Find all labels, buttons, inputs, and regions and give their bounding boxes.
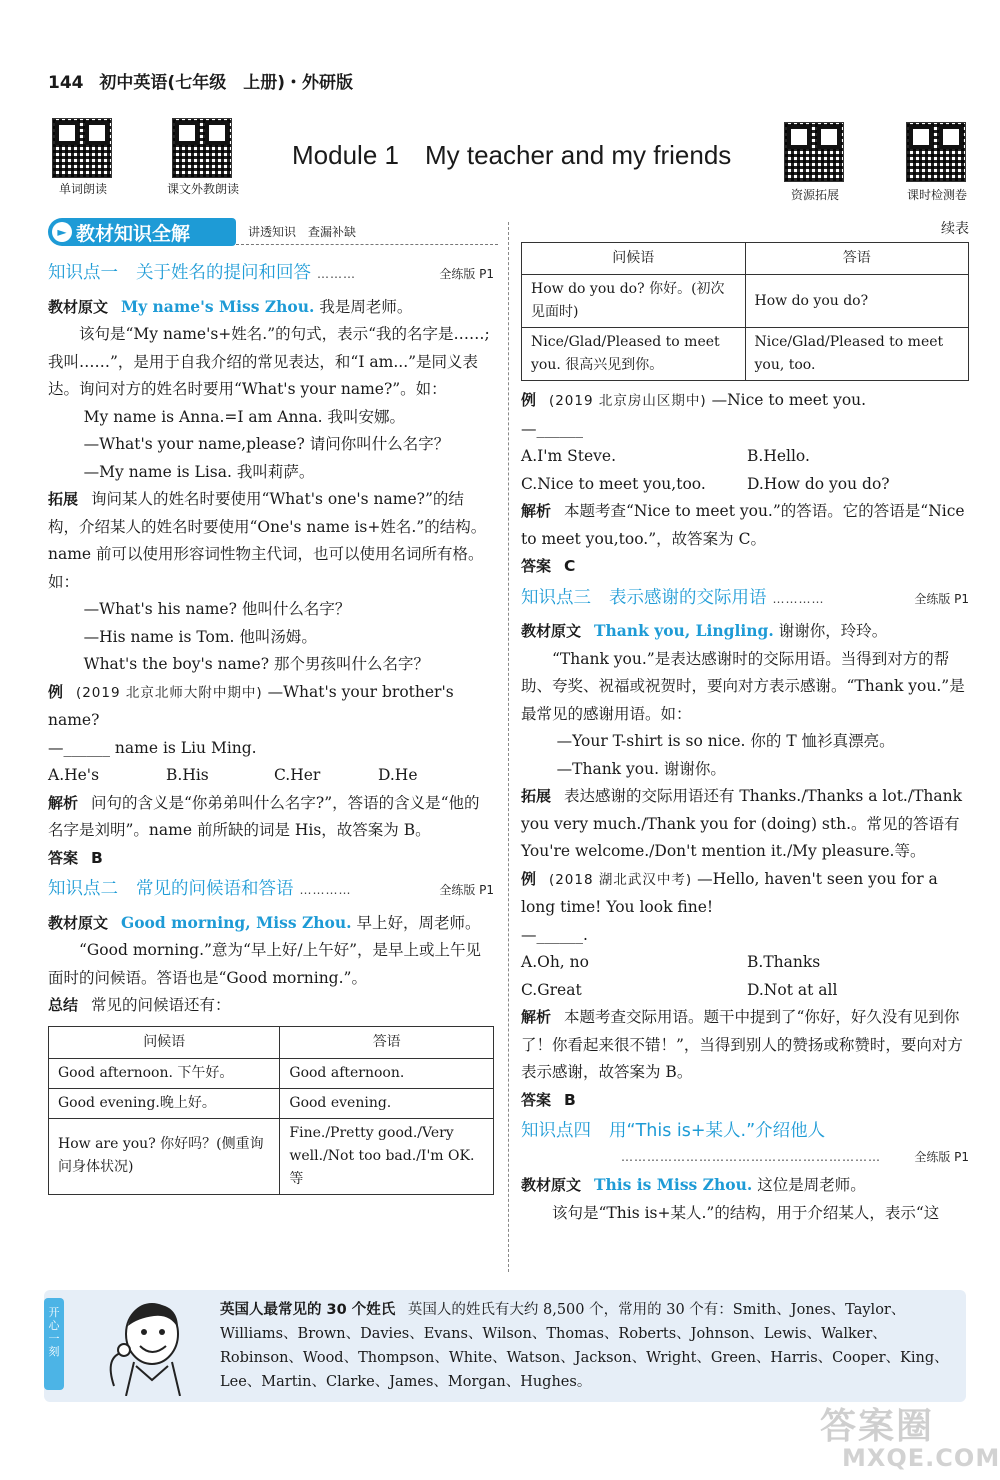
- cont-options-row2: [521, 471, 969, 499]
- table-header-greeting: 问候语: [522, 243, 746, 275]
- kp4-orig-cn: 这位是周老师。: [757, 1176, 866, 1194]
- table-row: [49, 1118, 494, 1194]
- kp2-label: 知识点二: [48, 879, 118, 899]
- kp1-extension: [48, 486, 494, 596]
- kp1-ex1: My name is Anna.=I am Anna. 我叫安娜。: [83, 407, 406, 426]
- kp1-analysis-tag: 解析: [48, 793, 79, 812]
- cont-answer: [521, 553, 969, 581]
- table-cell: Good afternoon.: [280, 1058, 494, 1088]
- kp2-ref: 全练版 P1: [439, 883, 494, 897]
- watermark-logo: 答案圈: [820, 1406, 935, 1447]
- cont-option-b: B.Hello.: [747, 447, 810, 465]
- tip-text: [220, 1298, 960, 1394]
- cont-q-blank: —______: [521, 419, 583, 438]
- watermark-url: MXQE.COM: [842, 1444, 1000, 1472]
- section-banner: [48, 218, 498, 246]
- table-header-row: [522, 243, 969, 275]
- cont-analysis-tag: 解析: [521, 502, 552, 520]
- column-divider: [508, 222, 509, 1272]
- kp3-option-b: B.Thanks: [747, 953, 821, 971]
- kp1-option-b: B.His: [166, 766, 209, 784]
- banner-title: 教材知识全解: [76, 223, 191, 245]
- tip-tab-label: 开心一刻: [48, 1306, 60, 1358]
- table-cell: Good evening.晚上好。: [49, 1088, 280, 1118]
- kp3-answer-value: B: [563, 1090, 576, 1109]
- kp2-summary-tag: 总结: [48, 996, 79, 1014]
- cont-option-c: C.Nice to meet you,too.: [521, 474, 706, 493]
- kp1-analysis: [48, 790, 494, 845]
- kp4-heading: [521, 1118, 969, 1146]
- cont-analysis: [521, 498, 969, 553]
- kp4-title: 用“This is+某人.”介绍他人: [609, 1121, 826, 1141]
- kp2-dots: …………: [299, 883, 352, 897]
- qr-code-resource[interactable]: [784, 122, 844, 182]
- right-column: [521, 218, 969, 1227]
- kp3-ex1: —Your T-shirt is so nice. 你的 T 恤衫真漂亮。: [556, 732, 895, 750]
- table-cell: Fine./Pretty good./Very well./Not too bad./I'm OK.等: [280, 1118, 494, 1194]
- kp1-orig-en: My name's Miss Zhou.: [120, 296, 315, 316]
- kp1-heading: [48, 260, 494, 289]
- qr-code-vocab[interactable]: [52, 118, 112, 178]
- cont-analysis-text: 本题考查“Nice to meet you.”的答语。它的答语是“Nice to meet you,too.”，故答案为 C。: [521, 502, 965, 548]
- kp3-answer-tag: 答案: [521, 1090, 552, 1109]
- greeting-table: [48, 1026, 494, 1195]
- qr-label-vocab: 单词朗读: [58, 182, 107, 196]
- qr-label-text: 课文外教朗读: [166, 182, 239, 196]
- kp1-answer-value: B: [90, 848, 103, 867]
- table-cell: Nice/Glad/Pleased to meet you. 很高兴见到你。: [522, 328, 746, 381]
- kp2-summary: [48, 992, 494, 1020]
- kp2-orig-en: Good morning, Miss Zhou.: [120, 912, 352, 932]
- kp3-orig-cn: 谢谢你，玲玲。: [778, 622, 888, 640]
- kp4-orig-en: This is Miss Zhou.: [593, 1175, 753, 1194]
- table-row: [522, 275, 969, 328]
- kp2-orig-cn: 早上好，周老师。: [356, 913, 481, 932]
- kp3-heading: [521, 585, 969, 614]
- kp4-orig-tag: 教材原文: [521, 1176, 582, 1194]
- left-column: [48, 256, 494, 1201]
- kp1-original: [48, 293, 494, 322]
- kp1-q-src: (2019 北京北师大附中期中): [75, 684, 263, 701]
- kp1-q-text: —What's your brother's name?: [48, 682, 454, 729]
- kp2-orig-tag: 教材原文: [48, 913, 109, 932]
- kp3-analysis: [521, 1004, 969, 1087]
- cont-q-tag: 例: [521, 391, 537, 409]
- table-cell: Good evening.: [280, 1088, 494, 1118]
- tip-tab: [44, 1298, 64, 1390]
- kp2-title: 常见的问候语和答语: [136, 879, 294, 899]
- cont-question: [521, 387, 969, 416]
- kp3-orig-tag: 教材原文: [521, 622, 582, 640]
- kp3-q-text: —Hello, haven't seen you for a long time! You look fine!: [521, 869, 938, 916]
- kp1-orig-cn: 我是周老师。: [319, 297, 413, 316]
- kp2-original: [48, 909, 494, 938]
- qr-label-resource: 资源拓展: [790, 188, 839, 202]
- kp1-ex4: —What's his name? 他叫什么名字？: [83, 600, 351, 618]
- table-row: [49, 1058, 494, 1088]
- table-cell: How do you do?: [745, 275, 969, 328]
- table-row: [49, 1088, 494, 1118]
- kp1-q-blank: —______ name is Liu Ming.: [48, 738, 257, 757]
- table-cell: How are you? 你好吗？(侧重询问身体状况): [49, 1118, 280, 1194]
- kp4-sub: [521, 1144, 969, 1172]
- kp3-answer: [521, 1087, 969, 1115]
- speaker-icon: ►: [52, 222, 72, 242]
- page-header: [48, 68, 353, 93]
- kp1-explain: 该句是“My name's+姓名.”的句式，表示“我的名字是……;我叫……”，是用于自我介绍的常见表达，和“I am...”是同义表达。询问对方的姓名时要用“What's your name?”。如：: [48, 325, 490, 398]
- kp4-explain: 该句是“This is+某人.”的结构，用于介绍某人，表示“这: [552, 1203, 940, 1222]
- cont-q-text: —Nice to meet you.: [711, 391, 867, 409]
- kp1-ex5: —His name is Tom. 他叫汤姆。: [83, 627, 317, 646]
- kp1-option-c: C.Her: [274, 766, 321, 784]
- kp3-title: 表示感谢的交际用语: [609, 587, 767, 608]
- kp3-analysis-tag: 解析: [521, 1008, 552, 1026]
- kp1-label: 知识点一: [48, 263, 118, 283]
- cont-answer-tag: 答案: [521, 557, 552, 575]
- qr-code-text[interactable]: [172, 118, 232, 178]
- kp4-original: [521, 1171, 969, 1200]
- book-title: 初中英语(七年级 上册)・外研版: [99, 73, 353, 93]
- kp3-extension: [521, 783, 969, 866]
- banner-pill: [48, 218, 236, 246]
- kp3-q-src: (2018 湖北武汉中考): [548, 871, 693, 888]
- table-cell: Good afternoon. 下午好。: [49, 1058, 280, 1088]
- kp4-ref: 全练版 P1: [914, 1149, 969, 1164]
- kp1-analysis-text: 问句的含义是“你弟弟叫什么名字?”，答语的含义是“他的名字是刘明”。name 前所缺的词是 His，故答案为 B。: [48, 793, 480, 839]
- banner-subtitle: 讲透知识 查漏补缺: [248, 225, 357, 239]
- kp3-orig-en: Thank you, Lingling.: [593, 621, 774, 640]
- cont-option-d: D.How do you do?: [747, 474, 890, 493]
- tip-title: 英国人最常见的 30 个姓氏: [220, 1302, 396, 1318]
- kp1-orig-tag: 教材原文: [48, 297, 109, 316]
- qr-code-test[interactable]: [906, 122, 966, 182]
- kp1-option-d: D.He: [378, 766, 418, 784]
- kp3-dots: …………: [772, 591, 825, 606]
- kp1-ref: 全练版 P1: [439, 267, 494, 281]
- kp3-original: [521, 617, 969, 646]
- kp1-option-a: A.He's: [48, 766, 100, 784]
- table-header-reply: 答语: [280, 1026, 494, 1058]
- kp3-ext: 表达感谢的交际用语还有 Thanks./Thanks a lot./Thank you very much./Thank you for (doing) sth.。常见的答语有 You're welcome./Don't mention it./My pleasure.等。: [521, 787, 963, 860]
- kp1-dots: ………: [317, 267, 356, 281]
- table-row: [522, 328, 969, 381]
- cont-options-row1: [521, 443, 969, 471]
- kp3-ex2: —Thank you. 谢谢你。: [556, 759, 726, 778]
- tip-body: 英国人的姓氏有大约 8,500 个，常用的 30 个有：Smith、Jones、Taylor、Williams、Brown、Davies、Evans、Wilson、Thomas、Roberts、Johnson、Lewis、Walker、Robinson、Wood、Thompson、White、Watson、Jackson、Wright、Green、Harris、Cooper、King、Lee、Martin、Clarke、James、Morgan、Hughes。: [220, 1302, 949, 1390]
- kp3-options-row2: [521, 977, 969, 1005]
- kp1-answer: [48, 845, 494, 873]
- kp2-summary-text: 常见的问候语还有：: [90, 996, 231, 1014]
- kp4-dots: ……………………………………………………: [621, 1149, 881, 1164]
- banner-underline: [236, 244, 498, 245]
- kp1-ex2: —What's your name,please? 请问你叫什么名字？: [83, 435, 450, 453]
- continued-label: 续表: [941, 221, 969, 237]
- cont-answer-value: C: [563, 557, 576, 575]
- table-cell: How do you do? 你好。(初次见面时): [522, 275, 746, 328]
- kp1-title: 关于姓名的提问和回答: [136, 263, 311, 283]
- kp2-explain: “Good morning.”意为“早上好/上午好”，是早上或上午见面时的问候语。答语也是“Good morning.”。: [48, 941, 482, 987]
- kp3-q-blank: —______.: [521, 925, 588, 944]
- kp1-answer-tag: 答案: [48, 848, 79, 867]
- table-header-greeting: 问候语: [49, 1026, 280, 1058]
- kp1-ex3: —My name is Lisa. 我叫莉萨。: [83, 462, 315, 481]
- table-header-reply: 答语: [745, 243, 969, 275]
- kp3-ext-tag: 拓展: [521, 787, 552, 805]
- kp3-question: [521, 866, 969, 922]
- module-title: Module 1 My teacher and my friends: [292, 140, 732, 170]
- kp3-q-tag: 例: [521, 869, 537, 888]
- kp3-option-d: D.Not at all: [747, 980, 838, 999]
- kp1-ext: 询问某人的姓名时要使用“What's one's name?”的结构，介绍某人的姓名时要使用“One's name is+姓名.”的结构。name 前可以使用形容词性物主代词，也可以使用名词所有格。如：: [48, 490, 487, 591]
- kp1-options: [48, 762, 494, 790]
- page-number: 144: [48, 73, 84, 93]
- watermark: [800, 1398, 1000, 1474]
- kp3-option-a: A.Oh, no: [521, 953, 589, 971]
- kp1-question: [48, 679, 494, 735]
- kp3-option-c: C.Great: [521, 980, 582, 999]
- kp3-label: 知识点三: [521, 587, 591, 608]
- greeting-table-continued: [521, 242, 969, 381]
- kp1-ext-tag: 拓展: [48, 490, 79, 508]
- qr-label-test: 课时检测卷: [906, 188, 967, 202]
- kp3-explain: “Thank you.”是表达感谢时的交际用语。当得到对方的帮助、夸奖、祝福或祝贺时，要向对方表示感谢。“Thank you.”是最常见的感谢用语。如：: [521, 649, 965, 723]
- tip-box: [44, 1290, 966, 1402]
- kp3-analysis-text: 本题考查交际用语。题干中提到了“你好，好久没有见到你了！你看起来很不错！”，当得到别人的赞扬或称赞时，要向对方表示感谢，故答案为 B。: [521, 1008, 963, 1081]
- kp1-q-tag: 例: [48, 682, 64, 701]
- kp3-options-row1: [521, 949, 969, 977]
- table-header-row: [49, 1026, 494, 1058]
- kp2-heading: [48, 876, 494, 905]
- kp4-label: 知识点四: [521, 1121, 591, 1141]
- table-cell: Nice/Glad/Pleased to meet you, too.: [745, 328, 969, 381]
- cont-q-src: (2019 北京房山区期中): [548, 393, 707, 409]
- kp1-ex6: What's the boy's name? 那个男孩叫什么名字？: [83, 655, 429, 673]
- cartoon-figure-icon: [74, 1296, 214, 1396]
- cont-option-a: A.I'm Steve.: [521, 447, 617, 465]
- kp3-ref: 全练版 P1: [914, 591, 969, 606]
